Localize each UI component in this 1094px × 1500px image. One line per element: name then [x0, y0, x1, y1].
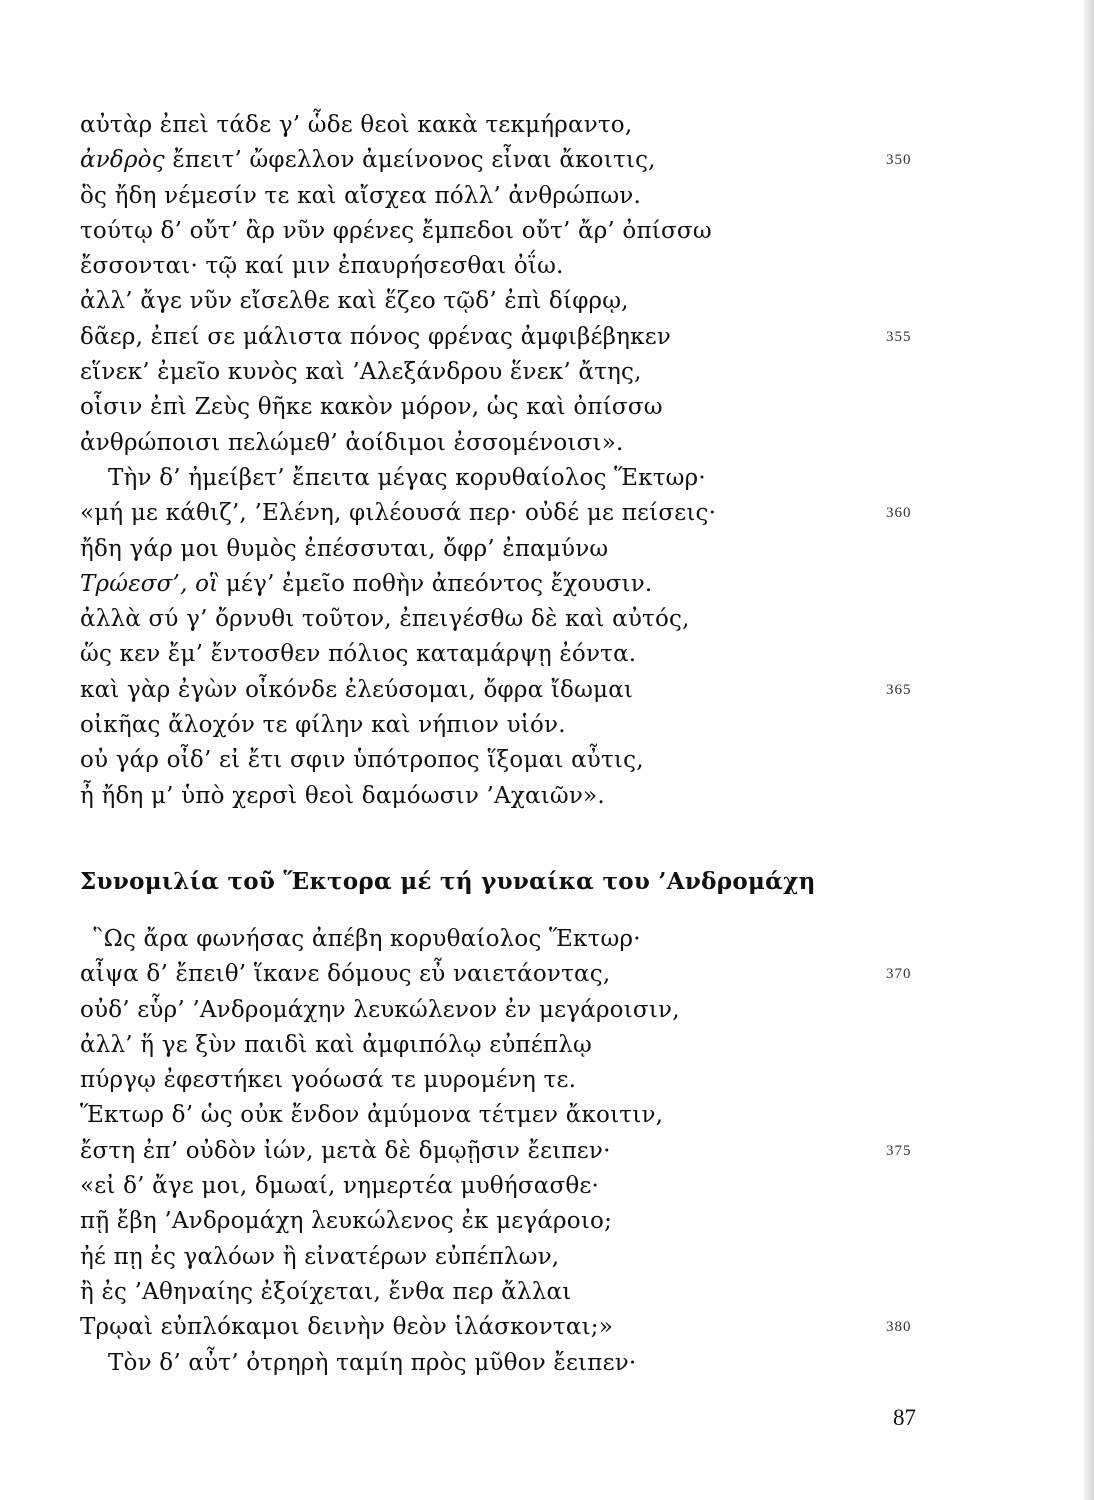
verse-text: οἰκῆας ἄλοχόν τε φίλην καὶ νήπιον υἱόν. [80, 712, 566, 739]
verse-line [80, 355, 940, 390]
verse-line [80, 1275, 940, 1310]
page-edge-shadow [1084, 0, 1094, 1500]
verse-text: οὐδ’ εὗρ’ ’Ανδρομάχην λευκώλενον ἐν μεγάροισιν, [80, 996, 680, 1023]
verse-line [80, 993, 940, 1028]
verse-text: «εἰ δ’ ἄγε μοι, δμωαί, νημερτέα μυθήσασθε· [80, 1173, 600, 1200]
verse-text: δᾶερ, ἐπεί σε μάλιστα πόνος φρένας ἀμφιβέβηκεν [80, 323, 672, 350]
verse-line [80, 214, 940, 249]
verse-line [80, 602, 940, 637]
verse-text: εἵνεκ’ ἐμεῖο κυνὸς καὶ ’Αλεξάνδρου ἕνεκ’ ἄτης, [80, 359, 642, 386]
line-number: 350 [886, 152, 912, 169]
verse-text: «μή με κάθιζ’, ’Ελένη, φιλέουσά περ· οὐδέ με πείσεις· [80, 500, 717, 527]
verse-text: ῝Ως ἄρα φωνήσας ἀπέβη κορυθαίολος Ἕκτωρ· [92, 926, 641, 952]
verse-text: καὶ γὰρ ἐγὼν οἶκόνδε ἐλεύσομαι, ὄφρα ἴδωμαι [80, 676, 634, 703]
verse-line [80, 143, 940, 178]
verse-line [80, 1028, 940, 1063]
verse-text: οἷσιν ἐπὶ Ζεὺς θῆκε κακὸν μόρον, ὡς καὶ ὀπίσσω [80, 394, 663, 421]
verse-line [80, 179, 940, 214]
verse-text: ἦ ἤδη μ’ ὑπὸ χερσὶ θεοὶ δαμόωσιν ’Αχαιῶν». [80, 782, 605, 809]
verse-text: τούτῳ δ’ οὔτ’ ἂρ νῦν φρένες ἔμπεδοι οὔτ’ ἄρ’ ὀπίσσω [80, 217, 712, 244]
verse-text: Τὴν δ’ ἠμείβετ’ ἔπειτα μέγας κορυθαίολος Ἕκτωρ· [108, 464, 706, 491]
line-number: 375 [886, 1142, 912, 1159]
verse-line [80, 390, 940, 425]
verse-line [80, 567, 940, 602]
verse-text: ἀνθρώποισι πελώμεθ’ ἀοίδιμοι ἐσσομένοισι». [80, 429, 624, 456]
section-heading: Συνομιλία τοῦ Ἕκτορα μέ τή γυναίκα του ’Ανδρομάχη [80, 868, 816, 895]
verse-line [80, 1310, 940, 1345]
verse-line [80, 637, 940, 672]
verse-line [80, 249, 940, 284]
verse-text: Τρῳαὶ εὐπλόκαμοι δεινὴν θεὸν ἱλάσκονται;» [80, 1314, 614, 1341]
verse-text: ἤδη γάρ μοι θυμὸς ἐπέσσυται, ὄφρ’ ἐπαμύνω [80, 535, 609, 562]
verse-text: ὥς κεν ἔμ’ ἔντοσθεν πόλιος καταμάρψῃ ἐόντα. [80, 641, 637, 668]
verse-italic-text: Τρώεσσ’, οἳ [80, 570, 219, 597]
verse-line [80, 320, 940, 355]
verse-line [80, 461, 940, 496]
verse-line [80, 284, 940, 319]
verse-text: ἀλλ’ ἥ γε ξὺν παιδὶ καὶ ἀμφιπόλῳ εὐπέπλῳ [80, 1031, 592, 1058]
verse-text: ἠέ πῃ ἐς γαλόων ἢ εἰνατέρων εὐπέπλων, [80, 1243, 560, 1270]
verse-italic-text: ἀνδρὸς [80, 147, 165, 174]
verse-text: Ἕκτωρ δ’ ὡς οὐκ ἔνδον ἀμύμονα τέτμεν ἄκοιτιν, [80, 1102, 664, 1129]
verse-line [80, 1098, 940, 1133]
verse-line [80, 922, 940, 957]
verse-line [80, 1346, 940, 1381]
verse-line [80, 779, 940, 814]
verse-text: ἢ ἐς ’Αθηναίης ἐξοίχεται, ἔνθα περ ἄλλαι [80, 1278, 572, 1305]
verse-block-upper [80, 108, 940, 814]
line-number: 380 [886, 1319, 912, 1336]
verse-line [80, 1169, 940, 1204]
verse-line [80, 708, 940, 743]
line-number: 355 [886, 328, 912, 345]
verse-text: αὐτὰρ ἐπεὶ τάδε γ’ ὧδε θεοὶ κακὰ τεκμήραντο, [80, 112, 633, 138]
verse-line [80, 743, 940, 778]
verse-text: ἀλλὰ σύ γ’ ὄρνυθι τοῦτον, ἐπειγέσθω δὲ καὶ αὐτός, [80, 606, 690, 633]
verse-text: ἔπειτ’ ὤφελλον ἀμείνονος εἶναι ἄκοιτις, [164, 147, 656, 174]
verse-text: αἶψα δ’ ἔπειθ’ ἵκανε δόμους εὖ ναιετάοντας, [80, 961, 611, 988]
verse-line [80, 1063, 940, 1098]
verse-line [80, 673, 940, 708]
verse-line [80, 108, 940, 143]
verse-line [80, 532, 940, 567]
verse-text: ἔσσονται· τῷ καί μιν ἐπαυρήσεσθαι ὀΐω. [80, 253, 564, 280]
verse-line [80, 496, 940, 531]
verse-line [80, 957, 940, 992]
verse-text: Τὸν δ’ αὖτ’ ὀτρηρὴ ταμίη πρὸς μῦθον ἔειπεν· [108, 1349, 637, 1376]
verse-text: οὐ γάρ οἶδ’ εἰ ἔτι σφιν ὑπότροπος ἵξομαι αὖτις, [80, 747, 644, 774]
verse-line [80, 1204, 940, 1239]
line-number: 360 [886, 505, 912, 522]
verse-line [80, 426, 940, 461]
line-number: 370 [886, 966, 912, 983]
verse-text: ἀλλ’ ἄγε νῦν εἴσελθε καὶ ἕζεο τῷδ’ ἐπὶ δίφρῳ, [80, 288, 629, 315]
line-number: 365 [886, 681, 912, 698]
verse-line [80, 1134, 940, 1169]
verse-text: ἔστη ἐπ’ οὐδὸν ἰών, μετὰ δὲ δμῳῇσιν ἔειπεν· [80, 1137, 611, 1164]
verse-text: ὃς ἤδη νέμεσίν τε καὶ αἴσχεα πόλλ’ ἀνθρώπων. [80, 182, 642, 209]
page-number: 87 [893, 1405, 916, 1430]
verse-line [80, 1240, 940, 1275]
verse-text: πύργῳ ἐφεστήκει γοόωσά τε μυρομένη τε. [80, 1067, 577, 1094]
verse-text: πῇ ἔβη ’Ανδρομάχη λευκώλενος ἐκ μεγάροιο; [80, 1208, 613, 1235]
verse-text: μέγ’ ἐμεῖο ποθὴν ἀπεόντος ἔχουσιν. [218, 570, 653, 597]
verse-block-lower [80, 922, 940, 1381]
